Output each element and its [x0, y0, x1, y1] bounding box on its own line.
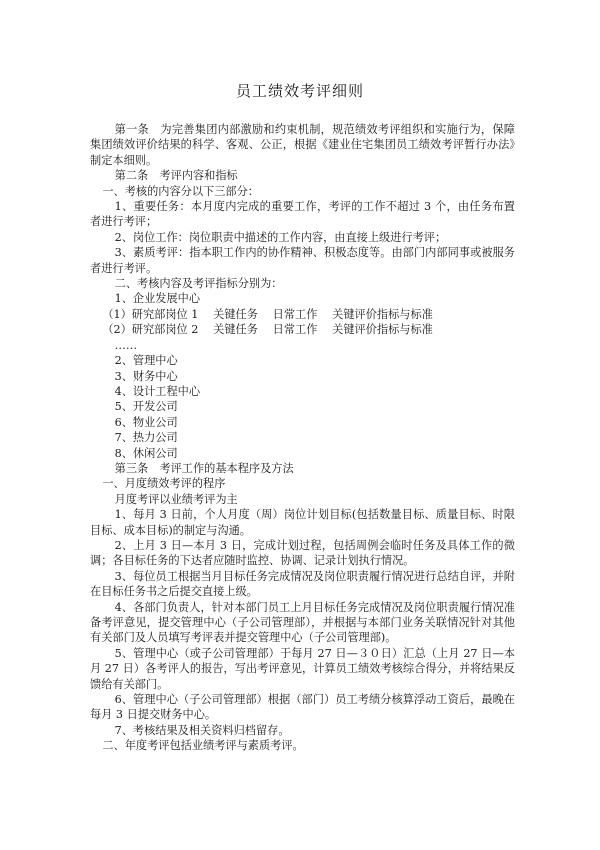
paragraph: （2）研究部岗位 2 关键任务 日常工作 关键评价指标与标准: [102, 323, 433, 337]
paragraph: 第二条 考评内容和指标: [114, 169, 238, 183]
paragraph: 3、素质考评：指本职工作内的协作精神、积极态度等。由部门内部同事或被服务者进行考评。: [90, 246, 515, 275]
paragraph: 5、管理中心（或子公司管理部）于每月 27 日—３０日）汇总（上月 27 日—本月 27 日）各考评人的报告，写出考评意见，计算员工绩效考核综合得分，并将结果反馈给有关部门。: [90, 646, 515, 691]
paragraph: 3、财务中心: [114, 369, 178, 383]
paragraph: （1）研究部岗位 1 关键任务 日常工作 关键评价指标与标准: [102, 307, 433, 321]
paragraph: 一、考核的内容分以下三部分：: [102, 184, 259, 198]
paragraph: 二、年度考评包括业绩考评与素质考评。: [102, 739, 304, 753]
paragraph: 5、开发公司: [114, 400, 178, 414]
document-title: 员工绩效考评细则: [235, 82, 364, 100]
paragraph: 2、上月 3 日—本月 3 日，完成计划过程，包括周例会临时任务及具体工作的微调；各目标任务的下达者应随时监控、协调、记录计划执行情况。: [90, 538, 515, 568]
paragraph: 1、重要任务：本月度内完成的重要工作，考评的工作不超过 3 个，由任务布置者进行考评；: [90, 200, 515, 229]
paragraph: 2、岗位工作：岗位职责中描述的工作内容，由直接上级进行考评；: [114, 230, 447, 244]
paragraph: 4、设计工程中心: [114, 384, 201, 398]
paragraph: 2、管理中心: [114, 354, 178, 368]
paragraph: 第三条 考评工作的基本程序及方法: [114, 461, 294, 475]
paragraph: 6、物业公司: [114, 415, 178, 429]
paragraph: 3、每位员工根据当月目标任务完成情况及岗位职责履行情况进行总结自评，并附在目标任务书之后提交直接上级。: [90, 569, 515, 599]
paragraph: 8、休闲公司: [114, 446, 178, 460]
paragraph: 7、热力公司: [114, 431, 178, 445]
paragraph: 二、考核内容及考评指标分别为：: [114, 277, 283, 291]
paragraph: 4、各部门负责人，针对本部门员工上月目标任务完成情况及岗位职责履行情况准备考评意见，提交管理中心（子公司管理部），并根据与本部门业务关联情况针对其他有关部门及人员填写考评表并提交管理中心（子公司管理部)。: [90, 600, 515, 645]
document-body: [90, 122, 515, 754]
paragraph: 1、每月 3 日前，个人月度（周）岗位计划目标(包括数量目标、质量目标、时限目标、成本目标)的制定与沟通。: [90, 508, 515, 537]
paragraph: ……: [114, 338, 137, 352]
paragraph: 7、考核结果及相关资料归档留存。: [114, 723, 290, 737]
paragraph: 一、月度绩效考评的程序: [102, 477, 226, 491]
paragraph: 月度考评以业绩考评为主: [114, 492, 238, 506]
paragraph: 第一条 为完善集团内部激励和约束机制，规范绩效考评组织和实施行为，保障集团绩效评价结果的科学、客观、公正，根据《建业住宅集团员工绩效考评暂行办法》制定本细则。: [90, 123, 515, 167]
paragraph: 1、企业发展中心: [114, 292, 201, 306]
paragraph: 6、管理中心（子公司管理部）根据（部门）员工考绩分核算浮动工资后，最晚在每月 3 日提交财务中心。: [90, 693, 515, 722]
